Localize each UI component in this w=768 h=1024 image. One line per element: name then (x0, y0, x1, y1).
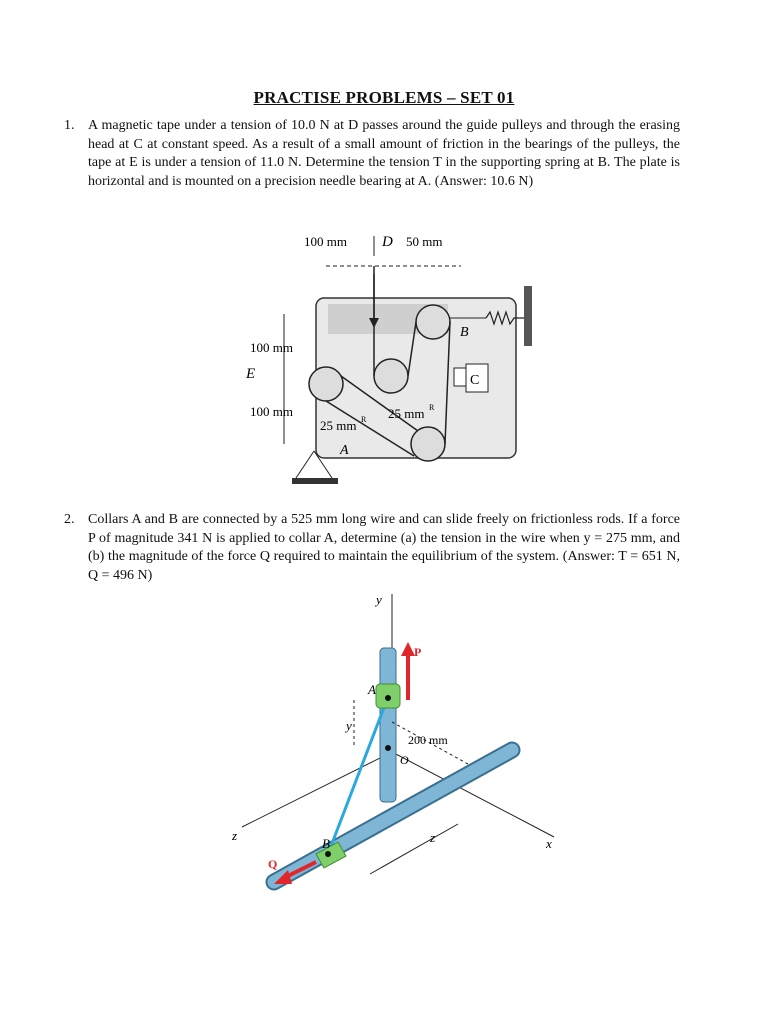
axis-x: x (546, 836, 552, 851)
dim-y: y (346, 718, 352, 733)
label-d: D (382, 234, 393, 250)
dim-100mm-left-upper: 100 mm (250, 340, 293, 355)
dim-z: z (430, 830, 436, 845)
pulley-top (416, 305, 450, 339)
label-e: E (246, 366, 256, 382)
label-p: P (414, 645, 422, 659)
label-a: A (368, 682, 376, 697)
pulley-bottom (411, 427, 445, 461)
axis-y: y (376, 592, 382, 607)
radius-right-sup: R (429, 403, 435, 412)
label-q: Q (268, 857, 278, 871)
bearing-base (292, 478, 338, 484)
dim-100mm-top: 100 mm (304, 234, 347, 249)
problem-text: Collars A and B are connected by a 525 mm long wire and can slide freely on frictionless rods. If a force P of magnitude 341 N is applied to collar A, determine (a) the tension in the wire when y = 275 mm, and (b) the magnitude of the force Q required to maintain the equilibrium of the system. (Answer: T = 651 N, Q = 496 N) (88, 512, 680, 583)
problem-number: 1. (64, 118, 75, 133)
page-title: PRACTISE PROBLEMS – SET 01 (253, 88, 515, 107)
pulley-d (374, 359, 408, 393)
problem-number: 2. (64, 512, 75, 527)
axis-z: z (232, 828, 238, 843)
radius-left-sup: R (361, 415, 367, 424)
problem-2 (64, 511, 680, 585)
dim-50mm: 50 mm (406, 234, 443, 249)
dim-100mm-left-lower: 100 mm (250, 404, 293, 419)
label-o: O (400, 753, 409, 767)
label-b: B (322, 836, 330, 851)
label-c: C (470, 373, 480, 388)
collar-rod-figure (224, 592, 584, 892)
radius-right: 25 mm (388, 406, 425, 421)
tape-pulley-figure (236, 226, 566, 488)
wall (524, 286, 532, 346)
pulley-e (309, 367, 343, 401)
label-a: A (340, 443, 349, 458)
radius-left: 25 mm (320, 418, 357, 433)
label-b: B (460, 325, 469, 340)
problem-1 (64, 117, 680, 191)
dim-200mm: 200 mm (408, 733, 448, 747)
problem-text: A magnetic tape under a tension of 10.0 N at D passes around the guide pulleys and through the erasing head at C at constant speed. As a result of a small amount of friction in the bearings of the pulleys, the tape at E is under a tension of 11.0 N. Determine the tension T in the supporting spring at B. The plate is horizontal and is mounted on a precision needle bearing at A. (Answer: 10.6 N) (88, 118, 680, 189)
vertical-rod (380, 648, 396, 802)
